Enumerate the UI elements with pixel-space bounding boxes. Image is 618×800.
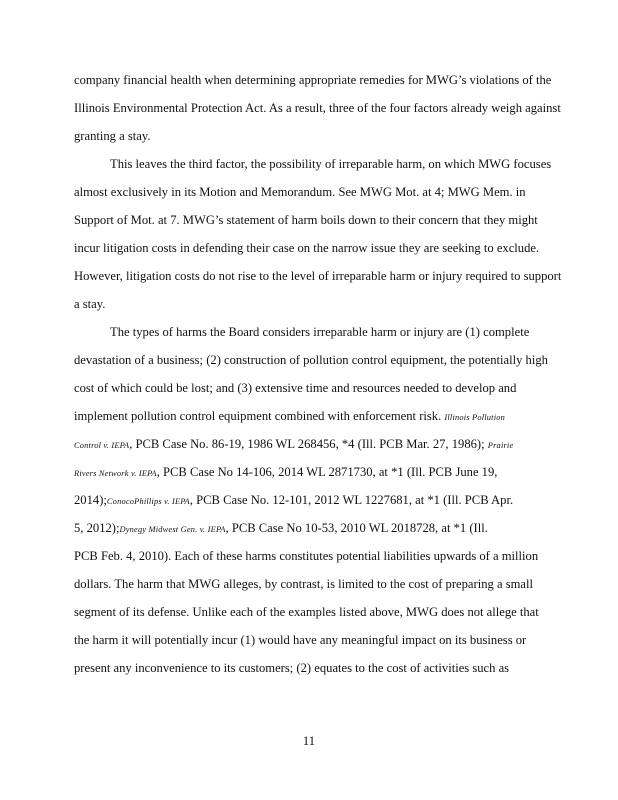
case-name: Control v. IEPA bbox=[74, 441, 130, 450]
text-line: This leaves the third factor, the possibility of irreparable harm, on which MWG focuses bbox=[110, 157, 552, 171]
text-line: cost of which could be lost; and (3) extensive time and resources needed to develop and bbox=[74, 381, 517, 395]
case-name: Rivers Network v. IEPA bbox=[74, 469, 157, 478]
text-line bbox=[74, 408, 505, 426]
citation-text: , PCB Case No. 12-101, 2012 WL 1227681, at *1 (Ill. PCB Apr. bbox=[189, 493, 514, 507]
text-line: PCB Feb. 4, 2010). Each of these harms constitutes potential liabilities upwards of a million bbox=[74, 549, 539, 563]
citation-text: , PCB Case No. 86-19, 1986 WL 268456, *4 (Ill. PCB Mar. 27, 1986); bbox=[129, 437, 485, 451]
text-line bbox=[74, 520, 488, 538]
text-line: devastation of a business; (2) construction of pollution control equipment, the potentially high bbox=[74, 353, 548, 367]
text-segment: implement pollution control equipment combined with enforcement risk. bbox=[74, 409, 442, 423]
text-line bbox=[74, 436, 513, 454]
citation-text: , PCB Case No 10-53, 2010 WL 2018728, at *1 (Ill. bbox=[225, 521, 488, 535]
text-line: almost exclusively in its Motion and Memorandum. See MWG Mot. at 4; MWG Mem. in bbox=[74, 185, 526, 199]
text-line: the harm it will potentially incur (1) would have any meaningful impact on its business or bbox=[74, 633, 527, 647]
text-line: company financial health when determining appropriate remedies for MWG’s violations of the bbox=[74, 73, 552, 87]
case-name: ConocoPhillips v. IEPA bbox=[106, 497, 190, 506]
text-line: Illinois Environmental Protection Act. As a result, three of the four factors already weigh against bbox=[74, 101, 561, 115]
case-name: Illinois Pollution bbox=[444, 413, 506, 422]
text-line: incur litigation costs in defending their case on the narrow issue they are seeking to exclude. bbox=[74, 241, 540, 255]
citation-text: 2014); bbox=[74, 493, 107, 507]
text-line: a stay. bbox=[74, 297, 106, 311]
text-line: The types of harms the Board considers irreparable harm or injury are (1) complete bbox=[110, 325, 530, 339]
page-number: 11 bbox=[302, 734, 316, 748]
text-line bbox=[74, 492, 513, 510]
citation-text: 5, 2012); bbox=[74, 521, 120, 535]
text-line: However, litigation costs do not rise to the level of irreparable harm or injury required to support bbox=[74, 269, 562, 283]
text-line: granting a stay. bbox=[74, 129, 151, 143]
text-line: dollars. The harm that MWG alleges, by contrast, is limited to the cost of preparing a small bbox=[74, 577, 533, 591]
citation-text: , PCB Case No 14-106, 2014 WL 2871730, at *1 (Ill. PCB June 19, bbox=[156, 465, 498, 479]
case-name: Prairie bbox=[487, 441, 514, 450]
case-name: Dynegy Midwest Gen. v. IEPA bbox=[119, 525, 226, 534]
text-line bbox=[74, 464, 497, 482]
text-line: present any inconvenience to its customers; (2) equates to the cost of activities such as bbox=[74, 661, 510, 675]
text-line: Support of Mot. at 7. MWG’s statement of harm boils down to their concern that they might bbox=[74, 213, 538, 227]
text-line: segment of its defense. Unlike each of the examples listed above, MWG does not allege that bbox=[74, 605, 539, 619]
